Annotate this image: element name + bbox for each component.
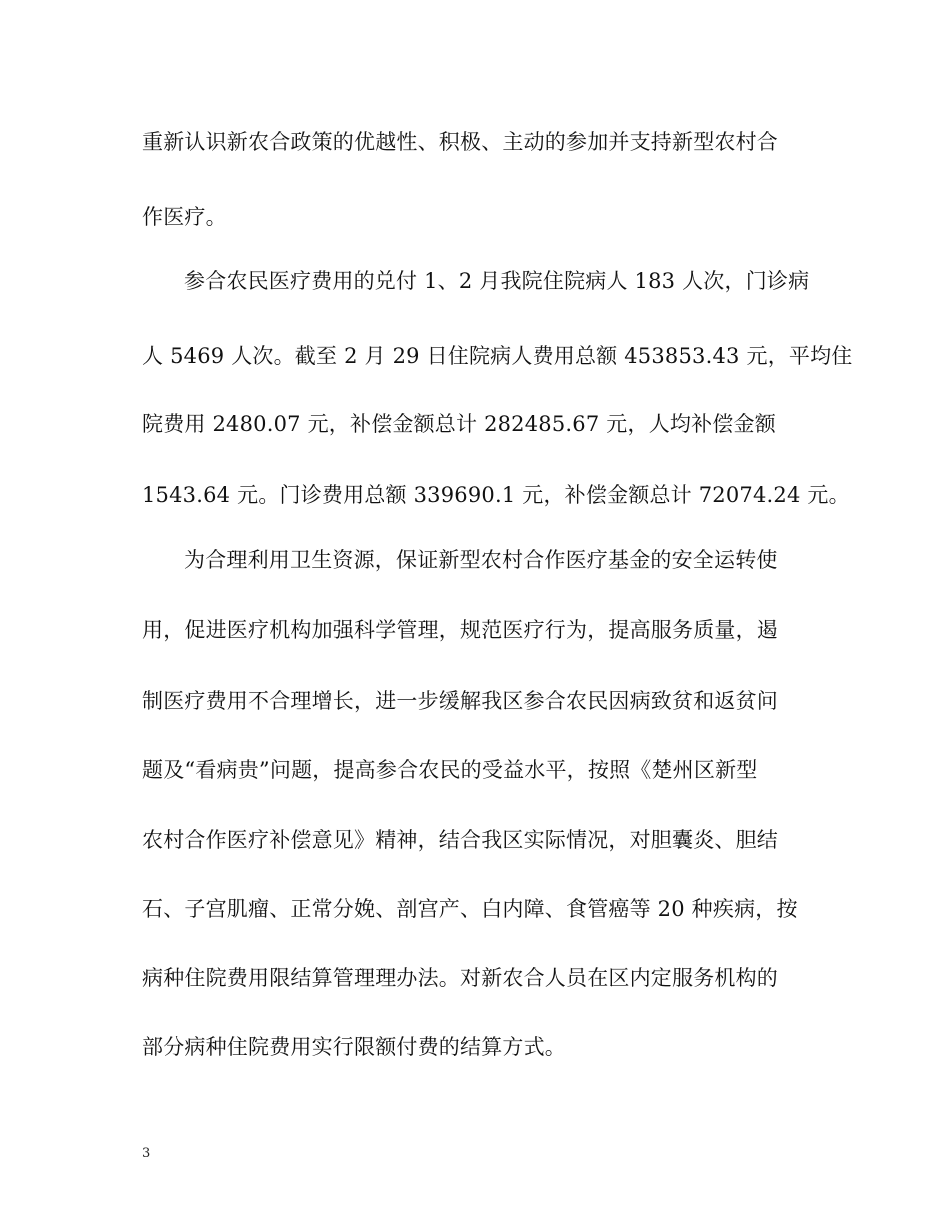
text-line: 农村合作医疗补偿意见》精神，结合我区实际情况，对胆囊炎、胆结 bbox=[142, 828, 778, 852]
text-line: 重新认识新农合政策的优越性、积极、主动的参加并支持新型农村合 bbox=[142, 130, 778, 154]
text-line: 制医疗费用不合理增长，进一步缓解我区参合农民因病致贫和返贫问 bbox=[142, 689, 778, 713]
text-line: 石、子宫肌瘤、正常分娩、剖宫产、白内障、食管癌等 20 种疾病，按 bbox=[142, 897, 798, 921]
text-line: 病种住院费用限结算管理理办法。对新农合人员在区内定服务机构的 bbox=[142, 966, 778, 990]
text-line: 作医疗。 bbox=[142, 205, 227, 229]
text-line: 用，促进医疗机构加强科学管理，规范医疗行为，提高服务质量，遏 bbox=[142, 618, 778, 642]
text-line: 院费用 2480.07 元，补偿金额总计 282485.67 元，人均补偿金额 bbox=[142, 412, 776, 436]
text-line: 人 5469 人次。截至 2 月 29 日住院病人费用总额 453853.43 元，平均住 bbox=[142, 344, 853, 368]
text-line: 部分病种住院费用实行限额付费的结算方式。 bbox=[142, 1035, 566, 1059]
text-line: 题及“看病贵”问题，提高参合农民的受益水平，按照《楚州区新型 bbox=[142, 758, 758, 782]
paragraph-start-line: 参合农民医疗费用的兑付 1、2 月我院住院病人 183 人次，门诊病 bbox=[184, 269, 810, 293]
text-line: 1543.64 元。门诊费用总额 339690.1 元，补偿金额总计 72074.24 元。 bbox=[142, 483, 850, 507]
paragraph-start-line: 为合理利用卫生资源，保证新型农村合作医疗基金的安全运转使 bbox=[184, 548, 778, 572]
page-number: 3 bbox=[142, 1146, 151, 1161]
